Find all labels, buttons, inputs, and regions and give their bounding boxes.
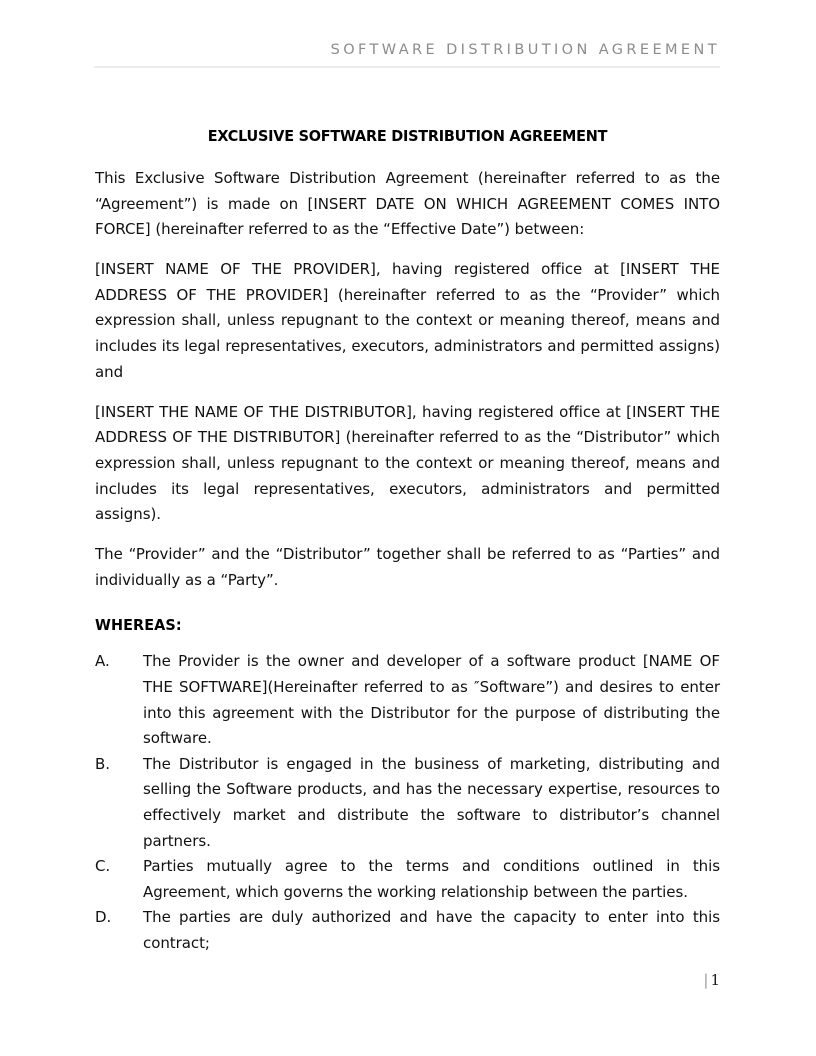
recital-item bbox=[95, 649, 720, 751]
paragraph-distributor: [INSERT THE NAME OF THE DISTRIBUTOR], having registered office at [INSERT THE ADDRESS OF THE DISTRIBUTOR] (hereinafter referred to as the “Distributor” which expression shall, unless repugnant to the context or meaning thereof, means and includes its legal representatives, executors, administrators and permitted assigns). bbox=[95, 402, 720, 524]
recital-item bbox=[95, 752, 720, 854]
page-number bbox=[703, 970, 720, 990]
recital-marker: C. bbox=[95, 857, 111, 876]
running-header bbox=[94, 40, 720, 68]
recital-text: The parties are duly authorized and have the capacity to enter into this contract; bbox=[143, 908, 720, 952]
paragraph-parties: The “Provider” and the “Distributor” together shall be referred to as “Parties” and individually as a “Party”. bbox=[95, 545, 720, 589]
document-title: EXCLUSIVE SOFTWARE DISTRIBUTION AGREEMENT bbox=[207, 127, 608, 145]
recital-text: Parties mutually agree to the terms and conditions outlined in this Agreement, which governs the working relationship between the parties. bbox=[143, 857, 720, 901]
page-number-separator: | bbox=[703, 971, 709, 989]
document-body bbox=[95, 125, 720, 957]
paragraph-provider: [INSERT NAME OF THE PROVIDER], having registered office at [INSERT THE ADDRESS OF THE PROVIDER] (hereinafter referred to as the “Provider” which expression shall, unless repugnant to the context or meaning thereof, means and includes its legal representatives, executors, administrators and permitted assigns) and bbox=[95, 260, 720, 381]
document-footer bbox=[95, 970, 720, 990]
header-divider bbox=[94, 66, 720, 68]
paragraph-preamble: This Exclusive Software Distribution Agreement (hereinafter referred to as the “Agreement”) is made on [INSERT DATE ON WHICH AGREEMENT COMES INTO FORCE] (hereinafter referred to as the “Effective Date”) between: bbox=[95, 169, 720, 239]
running-header-title: SOFTWARE DISTRIBUTION AGREEMENT bbox=[330, 42, 720, 58]
recital-item bbox=[95, 854, 720, 905]
recitals-list bbox=[95, 649, 720, 956]
whereas-heading: WHEREAS: bbox=[95, 616, 182, 635]
recital-marker: A. bbox=[95, 652, 110, 671]
recital-marker: B. bbox=[95, 754, 110, 773]
recital-text: The Distributor is engaged in the business of marketing, distributing and selling the Software products, and has the necessary expertise, resources to effectively market and distribute the software to distributor’s channel partners. bbox=[143, 754, 720, 850]
recital-item bbox=[95, 905, 720, 956]
recital-text: The Provider is the owner and developer of a software product [NAME OF THE SOFTWARE](Hereinafter referred to as ″Software”) and desires to enter into this agreement with the Distributor for the purpose of distributing the software. bbox=[143, 652, 720, 748]
recital-marker: D. bbox=[95, 908, 112, 927]
page-number-value: 1 bbox=[710, 971, 720, 989]
